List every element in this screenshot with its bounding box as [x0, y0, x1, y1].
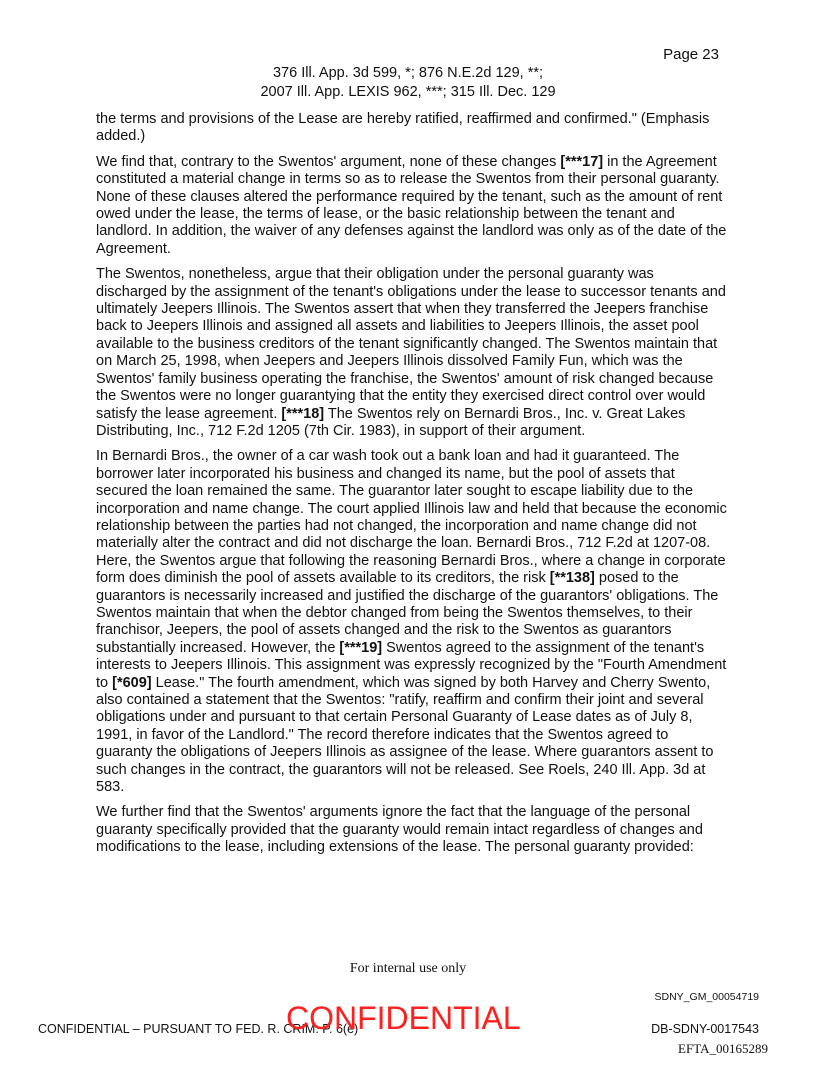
- text-segment: In Bernardi Bros., the owner of a car wash took out a bank loan and had it guaranteed. The borrower later incorporated his business and changed its name, but the pool of assets that secured the loan remained the same. The guarantor later sought to escape liability due to the incorporation and name change. The court applied Illinois law and held that because the economic relationship between the parties had not changed, the incorporation and name change did not materially alter the contract and did not discharge the loan. Bernardi Bros., 712 F.2d at 1207-08. Here, the Swentos argue that following the reasoning Bernardi Bros., where a change in corporate form does diminish the pool of assets available to its creditors, the risk: [96, 448, 727, 587]
- star-page-marker: [***17]: [560, 153, 604, 170]
- citation-line-1: 376 Ill. App. 3d 599, *; 876 N.E.2d 129, **;: [272, 65, 544, 81]
- internal-use-note: For internal use only: [349, 961, 467, 976]
- citation-line-2: 2007 Ill. App. LEXIS 962, ***; 315 Ill. Dec. 129: [260, 84, 556, 100]
- star-page-marker: [***18]: [281, 405, 325, 422]
- bates-number-db-sdny: DB-SDNY-0017543: [651, 1022, 759, 1036]
- text-segment: posed to the guarantors is necessarily increased and justified the discharge of the guarantors' obligations. The Swentos maintain that when the debtor changed from being the Swentos themselves, to their franchisor, Jeepers, the pool of assets changed and the risk to the Swentos as guarantors substantially increased. However, the: [96, 570, 719, 656]
- text-segment: in the Agreement constituted a material change in terms so as to release the Swentos from their personal guaranty. None of these clauses altered the performance required by the tenant, such as the amount of rent owed under the lease, the terms of lease, or the basic relationship between the tenant and landlord. In addition, the waiver of any defenses against the landlord was only as of the date of the Agreement.: [96, 153, 727, 257]
- paragraph-3: [96, 266, 728, 440]
- text-segment: Lease." The fourth amendment, which was signed by both Harvey and Cherry Swento, also contained a statement that the Swentos: "ratify, reaffirm and confirm their joint and several obligations under and pursuant to that certain Personal Guaranty of Lease dates as of July 8, 1991, in favor of the Landlord." The record therefore indicates that the Swentos agreed to guaranty the obligations of Jeepers Illinois as assignee of the lease. Where guarantors assent to such changes in the contract, the guarantors will not be released. See Roels, 240 Ill. App. 3d at 583.: [96, 674, 714, 796]
- text-segment: We find that, contrary to the Swentos' argument, none of these changes: [96, 153, 561, 170]
- text-segment: Swentos agreed to the assignment of the tenant's interests to Jeepers Illinois. This assignment was expressly recognized by the "Fourth Amendment to: [96, 639, 727, 691]
- paragraph-4: [96, 448, 728, 796]
- confidential-stamp: CONFIDENTIAL: [286, 1000, 521, 1036]
- paragraph-5: We further find that the Swentos' arguments ignore the fact that the language of the personal guaranty specifically provided that the guaranty would remain intact regardless of changes and modifications to the lease, including extensions of the lease. The personal guaranty provided:: [96, 804, 703, 856]
- page-number: Page 23: [663, 46, 719, 63]
- paragraph-1: the terms and provisions of the Lease are hereby ratified, reaffirmed and confirmed." (Emphasis added.): [96, 111, 710, 145]
- bates-number-sdny-gm: SDNY_GM_00054719: [654, 991, 759, 1003]
- case-citation: [0, 64, 816, 102]
- text-segment: The Swentos, nonetheless, argue that their obligation under the personal guaranty was discharged by the assignment of the tenant's obligations under the lease to successor tenants and ultimately Jeepers Illinois. The Swentos assert that when they transferred the Jeepers franchise back to Jeepers Illinois and assigned all assets and liabilities to Jeepers Illinois, the asset pool available to the business creditors of the tenant significantly changed. The Swentos maintain that on March 25, 1998, when Jeepers and Jeepers Illinois dissolved Family Fun, which was the Swentos' family business operating the franchise, the Swentos' amount of risk changed because the Swentos were no longer guarantying that the entity they exercised direct control over would satisfy the lease agreement.: [96, 266, 726, 422]
- paragraph-2: [96, 154, 728, 258]
- efta-number: EFTA_00165289: [678, 1041, 768, 1056]
- star-page-marker: [*609]: [112, 674, 152, 691]
- text-segment: The Swentos rely on Bernardi Bros., Inc. v. Great Lakes Distributing, Inc., 712 F.2d 1205 (7th Cir. 1983), in support of their argument.: [96, 405, 686, 439]
- confidentiality-notice: CONFIDENTIAL – PURSUANT TO FED. R. CRIM. P. 6(e): [38, 1022, 359, 1036]
- star-page-marker: [**138]: [549, 570, 595, 587]
- star-page-marker: [***19]: [339, 639, 383, 656]
- opinion-body: [96, 111, 728, 865]
